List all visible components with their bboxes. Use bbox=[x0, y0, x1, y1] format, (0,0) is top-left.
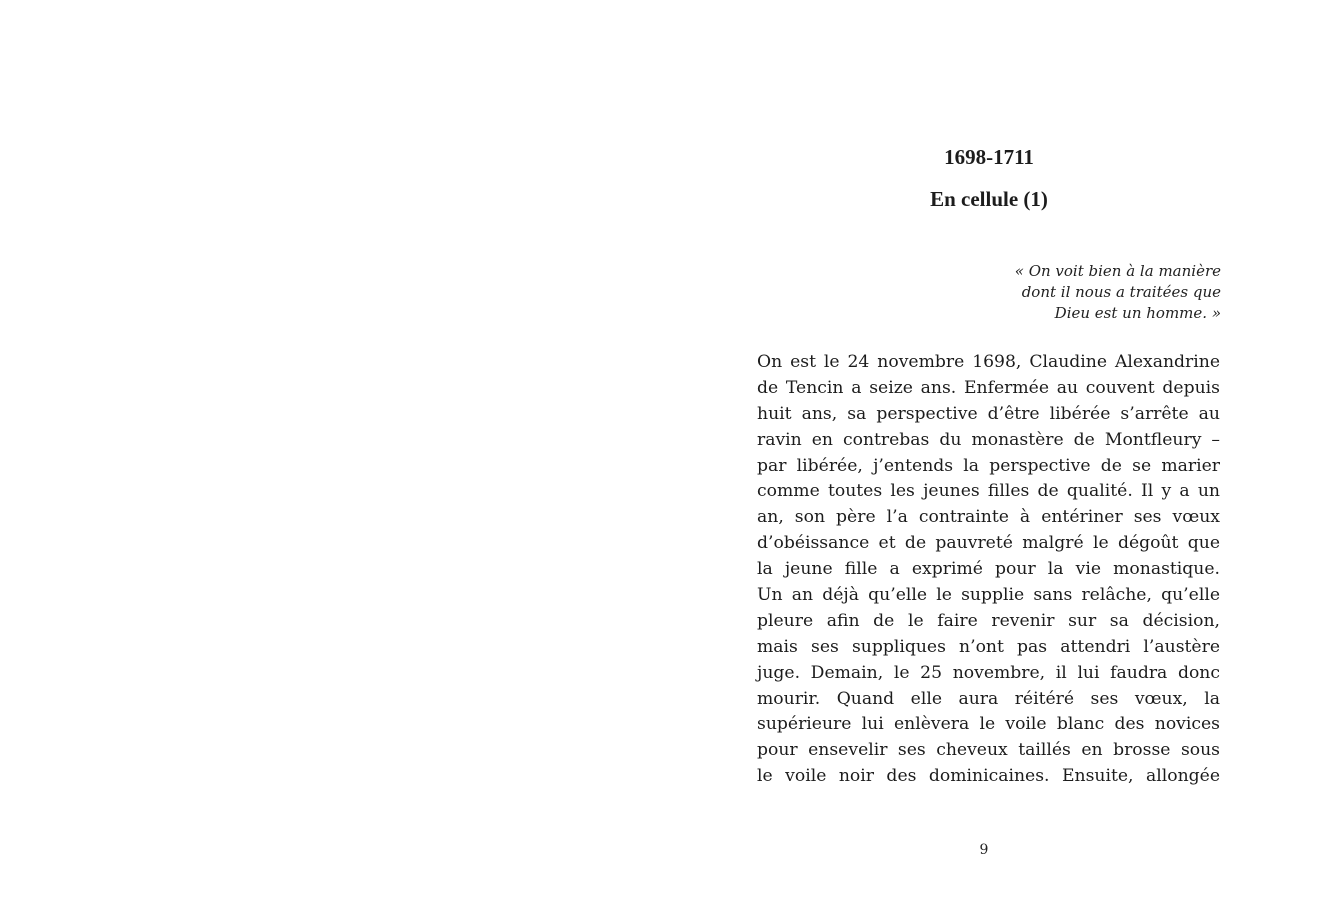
epigraph bbox=[921, 261, 1221, 324]
body-line: mourir. Quand elle aura réitéré ses vœux, la bbox=[757, 688, 1220, 709]
body-line: la jeune fille a exprimé pour la vie monastique. bbox=[757, 559, 1220, 580]
body-line: juge. Demain, le 25 novembre, il lui faudra donc bbox=[757, 662, 1220, 683]
page-number: 9 bbox=[979, 842, 989, 858]
body-line: de Tencin a seize ans. Enfermée au couvent depuis bbox=[757, 377, 1220, 398]
body-paragraph bbox=[757, 350, 1220, 790]
body-line: an, son père l’a contrainte à entériner ses vœux bbox=[757, 507, 1220, 528]
epigraph-line: « On voit bien à la manière bbox=[1014, 262, 1221, 280]
body-line: d’obéissance et de pauvreté malgré le dégoût que bbox=[757, 533, 1220, 554]
epigraph-line: dont il nous a traitées que bbox=[1021, 283, 1221, 301]
chapter-years: 1698-1711 bbox=[944, 145, 1034, 169]
epigraph-line: Dieu est un homme. » bbox=[1054, 304, 1221, 322]
body-line: le voile noir des dominicaines. Ensuite, allongée bbox=[757, 766, 1220, 787]
right-page bbox=[659, 0, 1318, 903]
body-line: pour ensevelir ses cheveux taillés en brosse sous bbox=[757, 740, 1220, 761]
body-line: comme toutes les jeunes filles de qualité. Il y a un bbox=[757, 481, 1220, 502]
body-line: mais ses suppliques n’ont pas attendri l’austère bbox=[757, 636, 1220, 657]
body-line: par libérée, j’entends la perspective de se marier bbox=[757, 455, 1220, 476]
body-line: On est le 24 novembre 1698, Claudine Alexandrine bbox=[757, 352, 1220, 372]
body-line: supérieure lui enlèvera le voile blanc des novices bbox=[757, 714, 1220, 735]
body-line: ravin en contrebas du monastère de Montfleury – bbox=[757, 429, 1220, 450]
chapter-title: En cellule (1) bbox=[930, 187, 1048, 211]
body-line: huit ans, sa perspective d’être libérée s’arrête au bbox=[757, 403, 1220, 424]
body-line: pleure afin de le faire revenir sur sa décision, bbox=[757, 610, 1220, 631]
body-line: Un an déjà qu’elle le supplie sans relâche, qu’elle bbox=[757, 585, 1220, 606]
